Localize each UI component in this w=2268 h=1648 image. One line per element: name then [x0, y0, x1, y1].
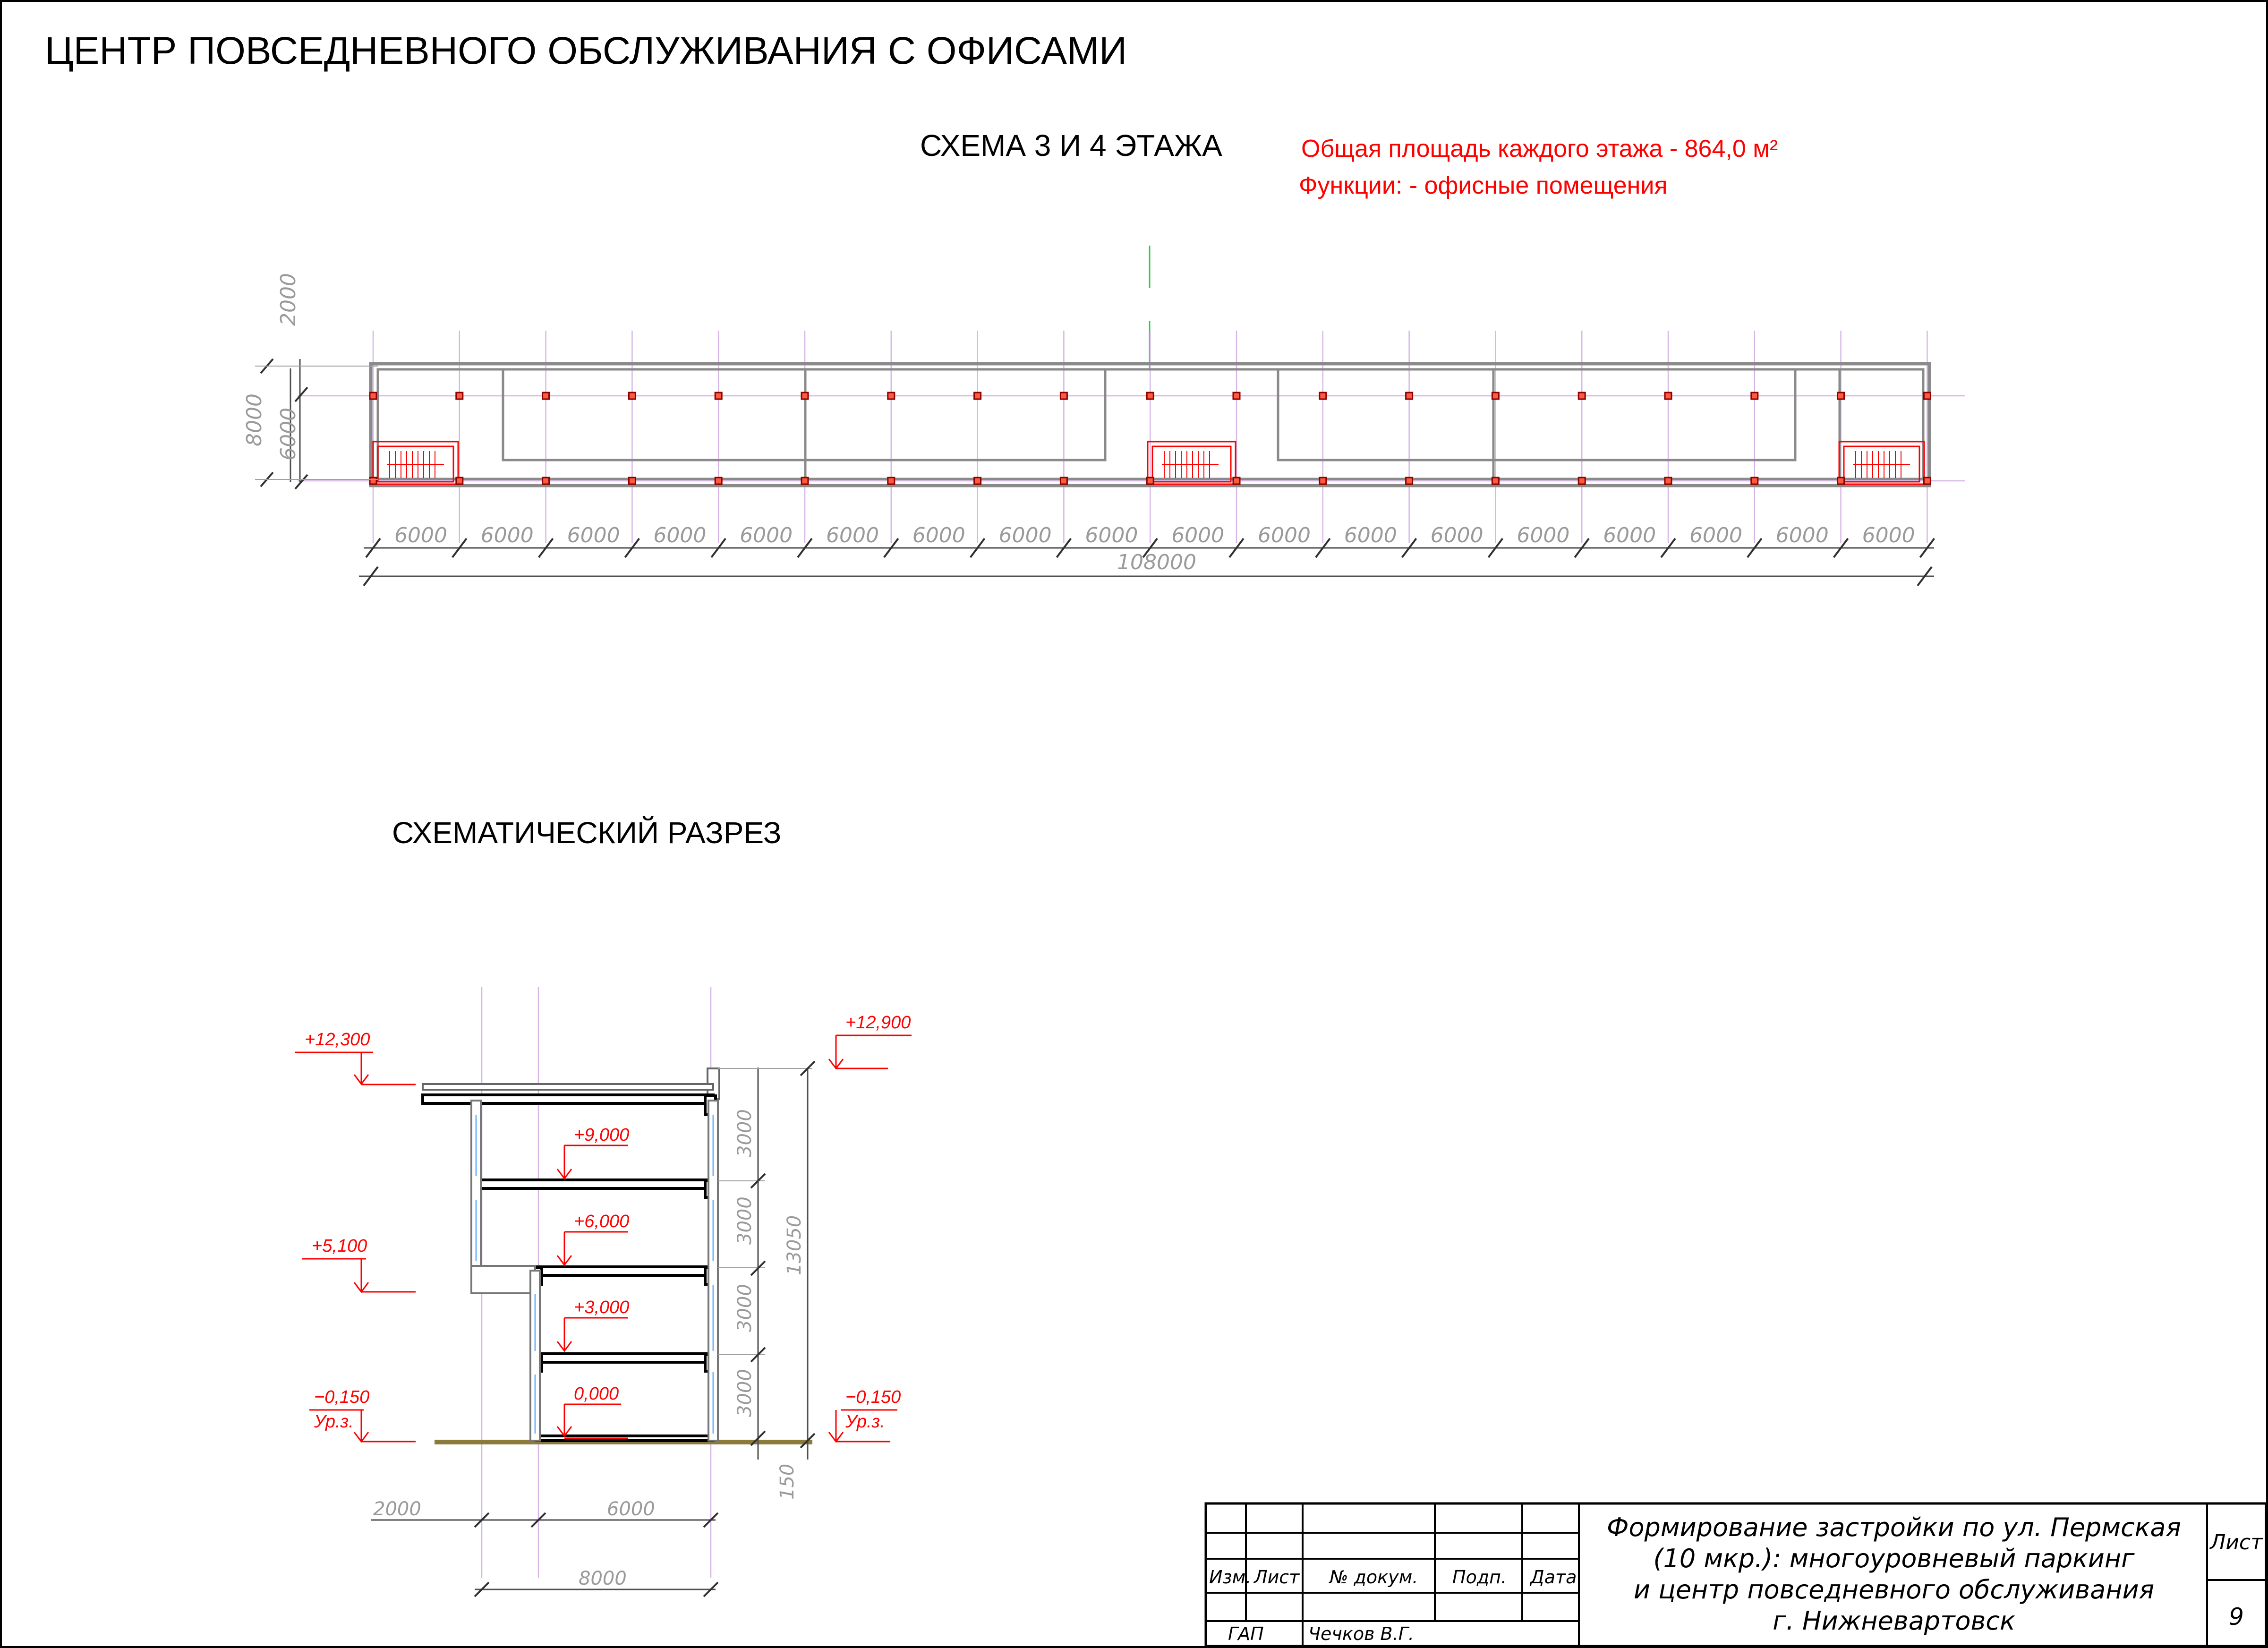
- column-marker: [1320, 478, 1326, 484]
- column-marker: [1060, 478, 1067, 484]
- column-marker: [1147, 478, 1153, 484]
- column-marker: [1924, 393, 1930, 399]
- role-gap: ГАП: [1228, 1623, 1264, 1644]
- bay-dim: 6000: [1603, 523, 1656, 547]
- level-mark-9000: [557, 1125, 629, 1178]
- svg-text:+12,900: +12,900: [845, 1013, 911, 1033]
- area-note: Общая площадь каждого этажа - 864,0 м²: [1301, 135, 1778, 162]
- svg-text:+12,300: +12,300: [305, 1030, 370, 1050]
- column-marker: [1665, 478, 1671, 484]
- svg-text:−0,150: −0,150: [845, 1387, 901, 1407]
- column-marker: [1924, 478, 1930, 484]
- section-title: СХЕМАТИЧЕСКИЙ РАЗРЕЗ: [392, 816, 782, 850]
- column-marker: [456, 393, 463, 399]
- bay-dim: 6000: [394, 523, 447, 547]
- column-marker: [456, 478, 463, 484]
- column-marker: [801, 393, 808, 399]
- slab-3000: [536, 1354, 713, 1362]
- function-note: Функции: - офисные помещения: [1299, 172, 1668, 199]
- column-marker: [1838, 393, 1844, 399]
- bay-dim: 6000: [480, 523, 534, 547]
- bay-dim-labels: [394, 523, 1915, 547]
- storey-dim: 3000: [734, 1196, 756, 1245]
- project-title-line2: (10 мкр.): многоуровневый паркинг: [1653, 1544, 2135, 1573]
- author-name: Чечков В.Г.: [1308, 1623, 1414, 1644]
- bay-dim: 6000: [1258, 523, 1311, 547]
- dim-tick: [295, 387, 307, 401]
- svg-text:+6,000: +6,000: [574, 1212, 630, 1231]
- bay-dim: 6000: [740, 523, 793, 547]
- title-block: [1206, 1503, 2266, 1646]
- bay-dim: 6000: [1689, 523, 1742, 547]
- svg-text:+5,100: +5,100: [312, 1236, 367, 1256]
- level-mark-roof-right: [829, 1013, 912, 1068]
- level-mark-roof-left: [295, 1030, 416, 1084]
- column-marker: [974, 478, 981, 484]
- bay-dim: 6000: [1085, 523, 1138, 547]
- floor-plan: [242, 246, 1965, 586]
- column-marker: [543, 478, 549, 484]
- project-title-line3: и центр повседневного обслуживания: [1633, 1575, 2155, 1605]
- column-marker: [715, 393, 722, 399]
- dim-2000-section: 2000: [373, 1498, 421, 1520]
- main-title: ЦЕНТР ПОВСЕДНЕВНОГО ОБСЛУЖИВАНИЯ С ОФИСАМИ: [45, 29, 1127, 72]
- dim-6000-section: 6000: [607, 1498, 655, 1520]
- col-izm: Изм.: [1209, 1567, 1252, 1588]
- bay-dim: 6000: [1517, 523, 1570, 547]
- column-marker: [370, 393, 376, 399]
- bay-dim: 6000: [567, 523, 620, 547]
- column-marker: [370, 478, 376, 484]
- column-marker: [1406, 393, 1413, 399]
- column-marker: [715, 478, 722, 484]
- bay-dim: 6000: [1344, 523, 1397, 547]
- plan-title: СХЕМА 3 И 4 ЭТАЖА: [920, 128, 1222, 162]
- column-marker: [1751, 393, 1758, 399]
- bay-dim: 6000: [1775, 523, 1829, 547]
- svg-text:−0,150: −0,150: [314, 1387, 370, 1407]
- column-marker: [1147, 393, 1153, 399]
- base-dim: 150: [776, 1463, 798, 1500]
- column-marker: [629, 478, 635, 484]
- column-marker: [1406, 478, 1413, 484]
- bay-dim: 6000: [912, 523, 965, 547]
- level-mark-ground-left: [309, 1387, 416, 1442]
- bay-dim: 6000: [998, 523, 1052, 547]
- col-doc: № докум.: [1330, 1567, 1418, 1588]
- column-marker: [1060, 393, 1067, 399]
- column-marker: [1665, 393, 1671, 399]
- level-mark-0000: [557, 1384, 628, 1438]
- column-marker: [801, 478, 808, 484]
- project-title-line4: г. Нижневартовск: [1773, 1606, 2015, 1636]
- level-mark-6000: [557, 1212, 629, 1265]
- bay-dim: 6000: [1171, 523, 1225, 547]
- column-marker: [1233, 478, 1240, 484]
- project-title-line1: Формирование застройки по ул. Пермская: [1607, 1512, 2181, 1542]
- column-marker: [1751, 478, 1758, 484]
- storey-dim: 3000: [734, 1109, 756, 1157]
- dim-6000-left: 6000: [276, 408, 300, 461]
- bay-dim: 6000: [826, 523, 879, 547]
- storey-dim: 3000: [734, 1284, 756, 1332]
- bay-dim: 6000: [1862, 523, 1915, 547]
- col-date: Дата: [1530, 1567, 1577, 1588]
- roof-slab: [423, 1095, 713, 1103]
- sheet-number: 9: [2229, 1603, 2244, 1631]
- roof-overhang: [423, 1084, 713, 1090]
- column-marker: [888, 393, 895, 399]
- overhang-wall: [471, 1266, 535, 1293]
- column-marker: [629, 393, 635, 399]
- dim-8000-left: 8000: [242, 393, 266, 446]
- svg-text:0,000: 0,000: [574, 1384, 619, 1404]
- svg-text:+3,000: +3,000: [574, 1298, 630, 1317]
- storey-dim: 3000: [734, 1369, 756, 1417]
- column-marker: [1320, 393, 1326, 399]
- sheet-label: Лист: [2210, 1530, 2263, 1554]
- svg-text:Ур.з.: Ур.з.: [314, 1412, 354, 1432]
- level-mark-5100: [302, 1236, 416, 1292]
- col-sign: Подп.: [1452, 1567, 1507, 1588]
- dim-tick: [295, 475, 307, 489]
- dim-8000-section: 8000: [579, 1568, 627, 1589]
- col-list: Лист: [1254, 1567, 1300, 1588]
- bay-dim: 6000: [1430, 523, 1484, 547]
- column-marker: [1838, 478, 1844, 484]
- office-block-right: [1278, 369, 1795, 460]
- column-marker: [1578, 393, 1585, 399]
- column-marker: [1492, 478, 1499, 484]
- slab-9000: [479, 1180, 713, 1188]
- total-height-dim: 13050: [784, 1215, 805, 1275]
- level-mark-3000: [557, 1298, 629, 1351]
- svg-text:Ур.з.: Ур.з.: [845, 1412, 885, 1432]
- level-mark-ground-right: [829, 1387, 901, 1442]
- column-marker: [543, 393, 549, 399]
- total-dim: 108000: [1117, 550, 1196, 574]
- schematic-section: [295, 987, 912, 1597]
- column-marker: [888, 478, 895, 484]
- column-marker: [1492, 393, 1499, 399]
- column-marker: [974, 393, 981, 399]
- svg-text:+9,000: +9,000: [574, 1125, 630, 1145]
- bay-dim: 6000: [653, 523, 707, 547]
- column-marker: [1578, 478, 1585, 484]
- column-marker: [1233, 393, 1240, 399]
- dim-2000: 2000: [276, 273, 300, 326]
